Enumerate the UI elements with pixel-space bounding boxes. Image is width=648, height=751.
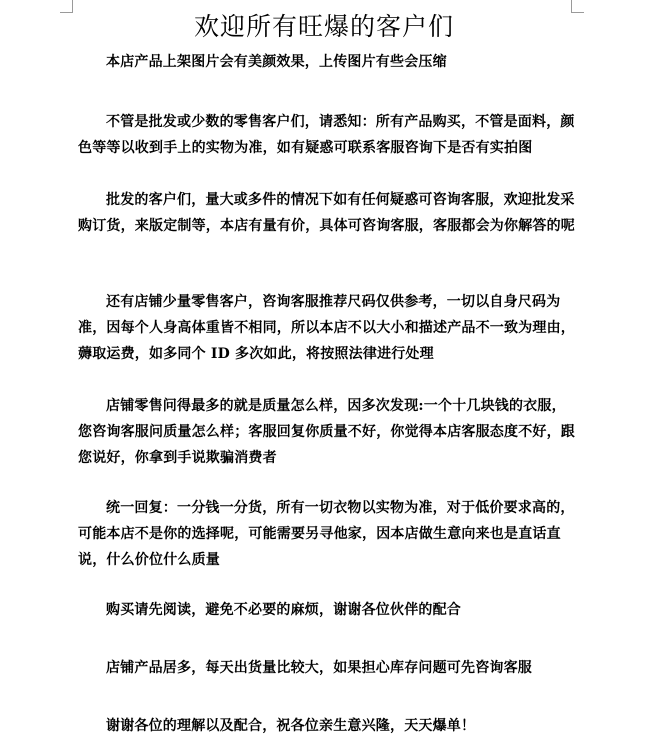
paragraph-2: 不管是批发或少数的零售客户们，请悉知：所有产品购买，不管是面料，颜色等等以收到手上的实物为准，如有疑惑可联系客服咨询下是否有实拍图 [78, 114, 575, 156]
paragraph-5: 店铺零售问得最多的就是质量怎么样，因多次发现:一个十几块钱的衣服，您咨询客服问质量怎么样；客服回复你质量不好，你觉得本店客服态度不好，跟您说好，你拿到手说欺骗消费者 [78, 398, 575, 466]
paragraph-9: 谢谢各位的理解以及配合，祝各位亲生意兴隆，天天爆单！ [106, 718, 476, 734]
paragraph-4: 还有店铺少量零售客户，咨询客服推荐尺码仅供参考，一切以自身尺码为准，因每个人身高体重皆不相同，所以本店不以大小和描述产品不一致为理由，薅取运费，如多同个 ID 多次如此，将按照法律进行处理 [78, 294, 575, 362]
document-title: 欢迎所有旺爆的客户们 [193, 12, 454, 41]
paragraph-7: 购买请先阅读，避免不必要的麻烦，谢谢各位伙伴的配合 [106, 602, 461, 618]
paragraph-1: 本店产品上架图片会有美颜效果，上传图片有些会压缩 [106, 54, 447, 70]
paragraph-8: 店铺产品居多，每天出货量比较大，如果担心库存问题可先咨询客服 [106, 660, 532, 676]
paragraph-3: 批发的客户们，量大或多件的情况下如有任何疑惑可咨询客服，欢迎批发采购订货，来版定制等，本店有量有价，具体可咨询客服，客服都会为你解答的呢 [78, 192, 575, 234]
paragraph-6: 统一回复：一分钱一分货，所有一切衣物以实物为准，对于低价要求高的，可能本店不是你的选择呢，可能需要另寻他家，因本店做生意向来也是直话直说，什么价位什么质量 [78, 500, 575, 568]
